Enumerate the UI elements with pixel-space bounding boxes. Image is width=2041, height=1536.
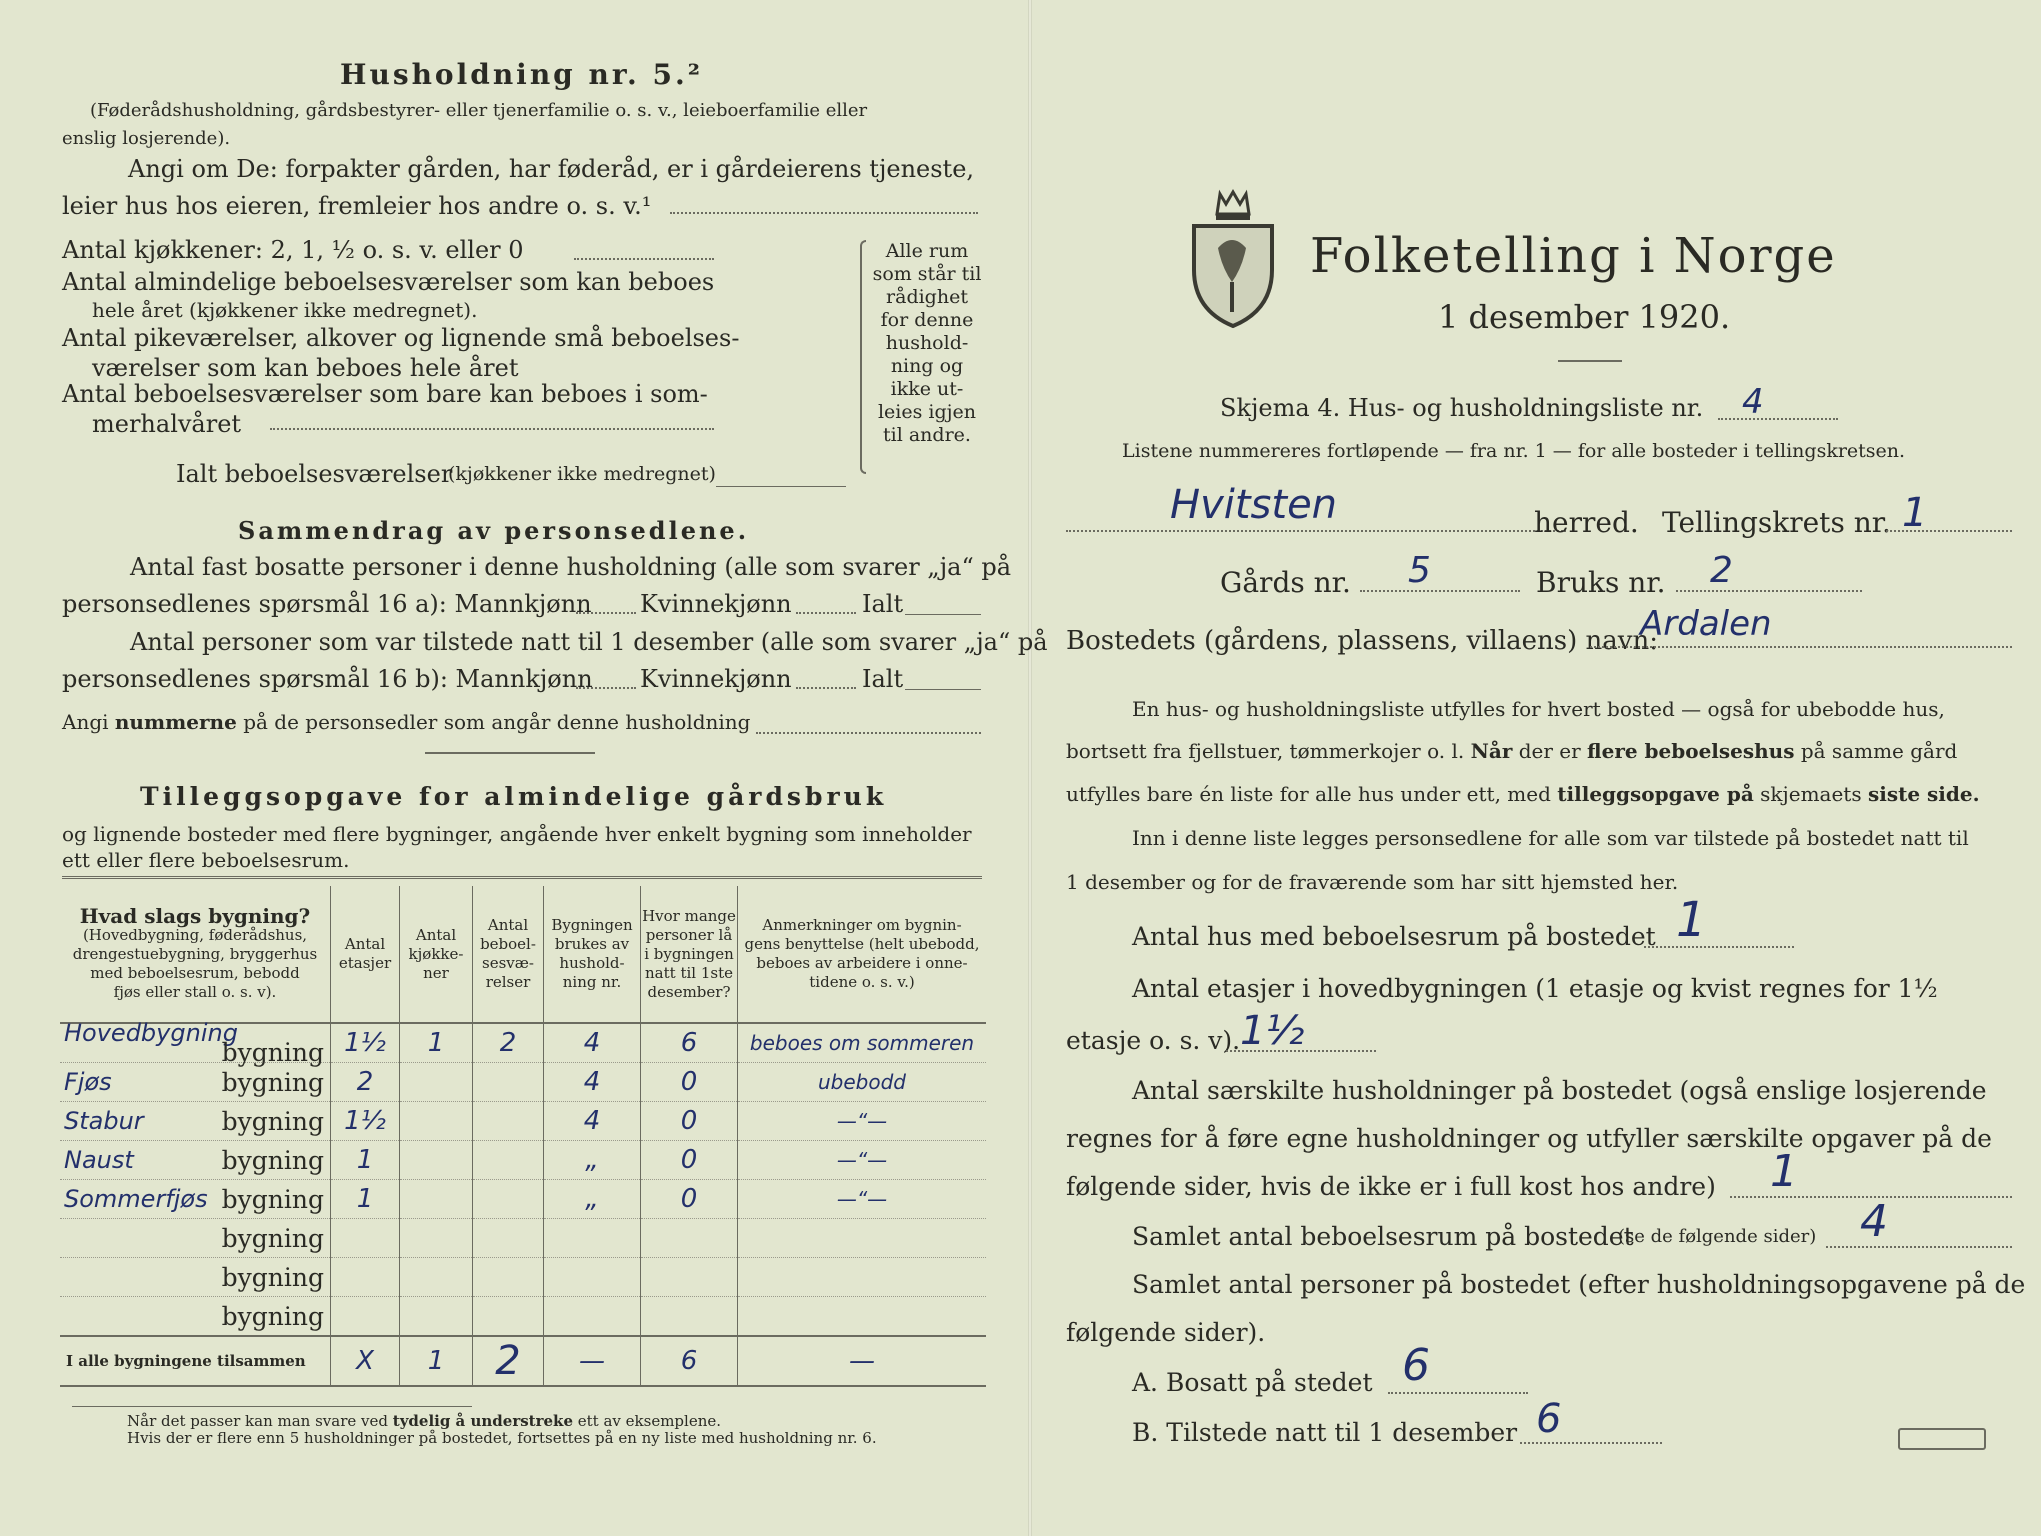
hushold-value: 1: [1770, 1146, 1798, 1197]
side-note-line: rådighet: [886, 286, 968, 308]
bosted-value: Ardalen: [1640, 604, 1772, 644]
angi-num-line: [756, 732, 981, 734]
col-bygning-text: drengestuebygning, bryggerhus: [72, 944, 318, 963]
cell-etasjer: 1½: [331, 1102, 400, 1141]
side-note-line: Alle rum: [885, 240, 969, 262]
herred-line: [1066, 530, 1566, 532]
bruks-line: [1676, 590, 1862, 592]
total-etasjer: X: [331, 1336, 400, 1386]
table-row: [60, 1063, 986, 1102]
footnote-1c: ett av eksemplene.: [577, 1412, 722, 1430]
tillegg-title: Tilleggsopgave for almindelige gårdsbruk: [140, 782, 888, 811]
printer-stamp-icon: [1898, 1428, 1986, 1450]
col-bygning-text: med beboelsesrum, bebodd: [90, 963, 300, 982]
total-kjokken: 1: [400, 1336, 473, 1386]
tillegg-line-2: ett eller flere beboelsesrum.: [62, 848, 350, 872]
para-1-line-1: En hus- og husholdningsliste utfylles for hvert bosted — også for ubebodde hus,: [1132, 697, 1945, 721]
building-rows: [60, 1019, 986, 1336]
footnote-rule: [72, 1406, 472, 1407]
col-text: Antal: [487, 916, 529, 934]
cell-husholdning: 4: [544, 1023, 641, 1063]
side-note: [872, 240, 982, 447]
q-ialt-line: [716, 486, 846, 487]
bygning-label: bygning: [221, 1067, 324, 1097]
skjema-line: [1718, 418, 1838, 420]
cell-kjokken: [400, 1297, 473, 1337]
footnote-2: Hvis der er flere enn 5 husholdninger på bostedet, fortsettes på en ny liste med husholdning nr. 6.: [127, 1429, 877, 1447]
household-title: Husholdning nr. 5.²: [340, 58, 704, 91]
col-text: relser: [485, 973, 531, 991]
s2-line-2: personsedlenes spørsmål 16 b): Mannkjønn: [62, 665, 593, 693]
herred-label: herred.: [1534, 506, 1639, 539]
para-2-line-1: Inn i denne liste legges personsedlene for alle som var tilstede på bostedet natt til: [1132, 826, 1969, 850]
s1-mann-line: [576, 612, 636, 614]
col-text: desember?: [647, 982, 731, 1001]
q-kjokkener: Antal kjøkkener: 2, 1, ½ o. s. v. eller 0: [62, 236, 524, 264]
cell-kjokken: [400, 1102, 473, 1141]
title-divider: [1558, 360, 1622, 362]
side-note-line: ning og: [890, 355, 964, 377]
q-ialt-note: (kjøkkener ikke medregnet): [448, 463, 716, 485]
col-bygning: [60, 886, 331, 1023]
cell-personer: 0: [641, 1141, 738, 1180]
building-name: [60, 1019, 331, 1067]
cell-anmerkninger: —“—: [738, 1141, 987, 1180]
cell-etasjer: 1: [331, 1141, 400, 1180]
side-note-line: som står til: [872, 263, 982, 285]
building-name: [60, 1063, 331, 1102]
p1-3a: utfylles bare én liste for alle hus under ett, med: [1066, 782, 1551, 806]
s2-mann-line: [576, 687, 636, 689]
p1-3d: siste side.: [1867, 782, 1980, 806]
bosted-line: [1590, 646, 2012, 648]
right-page: [1030, 0, 2041, 1536]
table-top-rule: [62, 876, 982, 879]
building-name: [60, 1102, 331, 1141]
listene-note: Listene nummereres fortløpende — fra nr. 1 — for alle bosteder i tellingskretsen.: [1122, 440, 1906, 462]
gards-value: 5: [1408, 550, 1431, 591]
s2-ialt-label: Ialt: [862, 665, 904, 693]
cell-etasjer: 1½: [331, 1023, 400, 1063]
cell-anmerkninger: beboes om sommeren: [738, 1023, 987, 1063]
p1-2e: på samme gård: [1800, 739, 1958, 763]
rum-value: 4: [1860, 1196, 1888, 1247]
bygning-label: bygning: [221, 1223, 324, 1253]
hus-label: Antal hus med beboelsesrum på bostedet: [1132, 922, 1656, 951]
cell-etasjer: 2: [331, 1063, 400, 1102]
pers-line-2: følgende sider).: [1066, 1318, 1266, 1347]
bosted-label: Bostedets (gårdens, plassens, villaens) navn:: [1066, 626, 1658, 656]
side-note-line: leies igjen: [877, 401, 977, 423]
col-text: hushold-: [559, 954, 625, 972]
footnote-1: [127, 1412, 721, 1430]
building-name-value: Sommerfjøs: [64, 1184, 208, 1213]
col-anmerkninger: [738, 886, 987, 1023]
cell-vaerelser: [473, 1141, 544, 1180]
angi-nummerne: [62, 710, 750, 734]
cell-personer: 6: [641, 1023, 738, 1063]
cell-kjokken: [400, 1219, 473, 1258]
cell-vaerelser: 2: [473, 1023, 544, 1063]
s2-kvinne-line: [796, 687, 856, 689]
col-text: brukes av: [554, 935, 630, 953]
angi-num-b: nummerne: [114, 710, 237, 734]
table-row: [60, 1219, 986, 1258]
cell-personer: 0: [641, 1180, 738, 1219]
angi-num-a: Angi: [62, 710, 109, 734]
intro-line-1: (Føderådshusholdning, gårdsbestyrer- eller tjenerfamilie o. s. v., leieboerfamilie eller: [90, 100, 868, 121]
para-1-line-3: [1066, 782, 1980, 806]
bosatt-value: 6: [1402, 1340, 1430, 1391]
bruks-value: 2: [1710, 550, 1733, 591]
cell-etasjer: [331, 1297, 400, 1337]
cell-vaerelser: [473, 1102, 544, 1141]
col-text: personer lå: [645, 925, 733, 944]
p1-2d: flere beboelseshus: [1587, 739, 1795, 763]
bruks-label: Bruks nr.: [1536, 566, 1666, 599]
s2-ialt-line: [905, 689, 981, 690]
bosatt-line: [1388, 1392, 1528, 1394]
cell-vaerelser: [473, 1258, 544, 1297]
side-note-line: hushold-: [885, 332, 969, 354]
col-husholdning: [544, 886, 641, 1023]
col-text: beboes av arbeidere i onne-: [756, 954, 968, 972]
col-text: i bygningen: [644, 944, 734, 963]
cell-husholdning: 4: [544, 1063, 641, 1102]
table-total-row: [60, 1336, 986, 1386]
cell-anmerkninger: —“—: [738, 1102, 987, 1141]
col-text: beboel-: [480, 935, 536, 953]
para-1-line-2: [1066, 739, 1957, 763]
col-text: Antal: [415, 925, 457, 944]
cell-personer: [641, 1297, 738, 1337]
cell-vaerelser: [473, 1297, 544, 1337]
herred-value: Hvitsten: [1170, 482, 1338, 528]
etasjer-line-1: Antal etasjer i hovedbygningen (1 etasje og kvist regnes for 1½: [1132, 974, 1938, 1003]
col-text: Hvor mange: [642, 906, 736, 925]
building-table: [60, 886, 986, 1387]
krets-label: Tellingskrets nr.: [1662, 506, 1891, 539]
s1-kvinne-label: Kvinnekjønn: [640, 590, 792, 618]
col-text: natt til 1ste: [645, 963, 733, 982]
footnote-1a: Når det passer kan man svare ved: [127, 1412, 388, 1430]
q-pike-2: værelser som kan beboes hele året: [92, 354, 519, 382]
s1-line-2: personsedlenes spørsmål 16 a): Mannkjønn: [62, 590, 592, 618]
total-personer: 6: [641, 1336, 738, 1386]
sammendrag-title: Sammendrag av personsedlene.: [238, 516, 750, 545]
col-bygning-text: (Hovedbygning, føderådshus,: [82, 925, 308, 944]
building-name: [60, 1141, 331, 1180]
table-row: [60, 1023, 986, 1063]
col-text: kjøkke-: [408, 944, 464, 963]
col-personer: [641, 886, 738, 1023]
col-text: Bygningen: [551, 916, 633, 934]
cell-husholdning: [544, 1219, 641, 1258]
building-name-value: Naust: [64, 1145, 134, 1174]
col-text: tidene o. s. v.): [809, 973, 915, 991]
footnote-1b: tydelig å understreke: [392, 1412, 573, 1430]
bosatt-label: A. Bosatt på stedet: [1132, 1368, 1373, 1397]
cell-anmerkninger: [738, 1219, 987, 1258]
col-text: sesvæ-: [482, 954, 534, 972]
hus-value: 1: [1676, 892, 1707, 948]
q-alm-2: hele året (kjøkkener ikke medregnet).: [92, 298, 478, 322]
skjema-label: Skjema 4. Hus- og husholdningsliste nr.: [1220, 394, 1704, 422]
col-etasjer: [331, 886, 400, 1023]
cell-anmerkninger: —“—: [738, 1180, 987, 1219]
cell-kjokken: [400, 1180, 473, 1219]
s2-line-1: Antal personer som var tilstede natt til 1 desember (alle som svarer „ja“ på: [130, 628, 1048, 656]
col-text: etasjer: [338, 954, 392, 972]
etasjer-line-2: etasje o. s. v).: [1066, 1026, 1241, 1055]
section-divider: [425, 752, 595, 754]
total-label: I alle bygningene tilsammen: [60, 1336, 331, 1386]
table-row: [60, 1180, 986, 1219]
s1-ialt-line: [905, 614, 981, 615]
skjema-value: 4: [1742, 382, 1764, 422]
tilstede-value: 6: [1536, 1396, 1562, 1442]
building-name: [60, 1297, 331, 1337]
col-kjokken: [400, 886, 473, 1023]
angi-answer-line: [670, 212, 978, 214]
bygning-label: bygning: [221, 1106, 324, 1136]
table-row: [60, 1141, 986, 1180]
cell-vaerelser: [473, 1063, 544, 1102]
total-husholdning: —: [544, 1336, 641, 1386]
angi-line-1: Angi om De: forpakter gården, har føderåd, er i gårdeierens tjeneste,: [128, 155, 975, 183]
col-text: Antal: [344, 935, 386, 953]
bygning-label: bygning: [221, 1184, 324, 1214]
q-ialt: Ialt beboelsesværelser: [176, 460, 453, 488]
cell-vaerelser: [473, 1219, 544, 1258]
side-note-line: for denne: [880, 309, 974, 331]
angi-num-c: på de personsedler som angår denne husholdning: [243, 710, 751, 734]
tilstede-line: [1520, 1442, 1662, 1444]
col-text: Anmerkninger om bygnin-: [762, 916, 962, 934]
cell-husholdning: „: [544, 1180, 641, 1219]
q-som-2: merhalvåret: [92, 410, 242, 438]
intro-line-2: enslig losjerende).: [62, 128, 231, 149]
cell-anmerkninger: ubebodd: [738, 1063, 987, 1102]
etasjer-value: 1½: [1240, 1008, 1305, 1054]
gards-label: Gårds nr.: [1220, 566, 1351, 599]
cell-kjokken: [400, 1141, 473, 1180]
q-alm-1: Antal almindelige beboelsesværelser som kan beboes: [62, 268, 715, 296]
q-som-1: Antal beboelsesværelser som bare kan beboes i som-: [62, 380, 708, 408]
s2-kvinne-label: Kvinnekjønn: [640, 665, 792, 693]
tillegg-line-1: og lignende bosteder med flere bygninger, angående hver enkelt bygning som inneholder: [62, 822, 972, 846]
cell-etasjer: [331, 1258, 400, 1297]
rum-label: Samlet antal beboelsesrum på bostedet: [1132, 1222, 1634, 1251]
rum-note: (se de følgende sider): [1618, 1226, 1817, 1247]
rum-line: [1826, 1246, 2012, 1248]
col-text: ning nr.: [562, 973, 622, 991]
krets-value: 1: [1902, 490, 1928, 536]
census-date: 1 desember 1920.: [1438, 298, 1731, 336]
p1-2c: der er: [1518, 739, 1581, 763]
col-vaerelser: [473, 886, 544, 1023]
cell-etasjer: [331, 1219, 400, 1258]
cell-personer: [641, 1219, 738, 1258]
p1-3b: tilleggsopgave på: [1557, 782, 1754, 806]
table-row: [60, 1297, 986, 1337]
building-name-value: Stabur: [64, 1106, 144, 1135]
p1-2a: bortsett fra fjellstuer, tømmerkojer o. l.: [1066, 739, 1465, 763]
tilstede-label: B. Tilstede natt til 1 desember: [1132, 1418, 1518, 1447]
total-anmerkninger: —: [738, 1336, 987, 1386]
cell-husholdning: „: [544, 1141, 641, 1180]
hushold-line-2: regnes for å føre egne husholdninger og utfyller særskilte opgaver på de: [1066, 1124, 1992, 1153]
p1-2b: Når: [1470, 739, 1513, 763]
col-text: ner: [423, 963, 449, 982]
building-name: [60, 1219, 331, 1258]
hushold-line-3: følgende sider, hvis de ikke er i full kost hos andre): [1066, 1172, 1716, 1201]
bygning-label: bygning: [221, 1145, 324, 1175]
cell-kjokken: [400, 1258, 473, 1297]
cell-personer: 0: [641, 1102, 738, 1141]
pers-line-1: Samlet antal personer på bostedet (efter husholdningsopgavene på de: [1132, 1270, 2026, 1299]
hushold-line-1: Antal særskilte husholdninger på bostedet (også enslige losjerende: [1132, 1076, 1987, 1105]
cell-kjokken: 1: [400, 1023, 473, 1063]
side-note-line: ikke ut-: [890, 378, 964, 400]
total-vaerelser: 2: [473, 1336, 544, 1386]
gards-line: [1360, 590, 1520, 592]
cell-vaerelser: [473, 1180, 544, 1219]
bygning-label: bygning: [221, 1301, 324, 1331]
col-text: gens benyttelse (helt ubebodd,: [744, 935, 980, 953]
s1-line-1: Antal fast bosatte personer i denne husholdning (alle som svarer „ja“ på: [130, 553, 1012, 581]
cell-anmerkninger: [738, 1258, 987, 1297]
cell-anmerkninger: [738, 1297, 987, 1337]
col-bygning-title: Hvad slags bygning?: [79, 903, 311, 928]
q-kjokkener-dots: [574, 258, 714, 260]
q-som-dots: [270, 428, 714, 430]
coat-of-arms-icon: [1188, 188, 1278, 330]
s1-ialt-label: Ialt: [862, 590, 904, 618]
building-name-value: Fjøs: [64, 1067, 112, 1096]
cell-husholdning: 4: [544, 1102, 641, 1141]
cell-husholdning: [544, 1258, 641, 1297]
bygning-label: bygning: [221, 1038, 324, 1067]
para-2-line-2: 1 desember og for de fraværende som har sitt hjemsted her.: [1066, 870, 1679, 894]
building-name-value: Hovedbygning: [64, 1019, 238, 1047]
building-name: [60, 1180, 331, 1219]
col-bygning-text: fjøs eller stall o. s. v).: [113, 982, 277, 1001]
cell-personer: [641, 1258, 738, 1297]
cell-personer: 0: [641, 1063, 738, 1102]
table-header-row: [60, 886, 986, 1023]
cell-husholdning: [544, 1297, 641, 1337]
side-brace: [860, 240, 866, 474]
building-name: [60, 1258, 331, 1297]
bygning-label: bygning: [221, 1262, 324, 1292]
side-note-line: til andre.: [883, 424, 971, 446]
cell-etasjer: 1: [331, 1180, 400, 1219]
hus-line: [1644, 946, 1794, 948]
p1-3c: skjemaets: [1760, 782, 1862, 806]
main-title: Folketelling i Norge: [1310, 228, 1837, 284]
s1-kvinne-line: [796, 612, 856, 614]
table-row: [60, 1258, 986, 1297]
table-row: [60, 1102, 986, 1141]
cell-kjokken: [400, 1063, 473, 1102]
angi-line-2: leier hus hos eieren, fremleier hos andre o. s. v.¹: [62, 192, 652, 220]
q-pike-1: Antal pikeværelser, alkover og lignende små beboelses-: [62, 324, 740, 352]
